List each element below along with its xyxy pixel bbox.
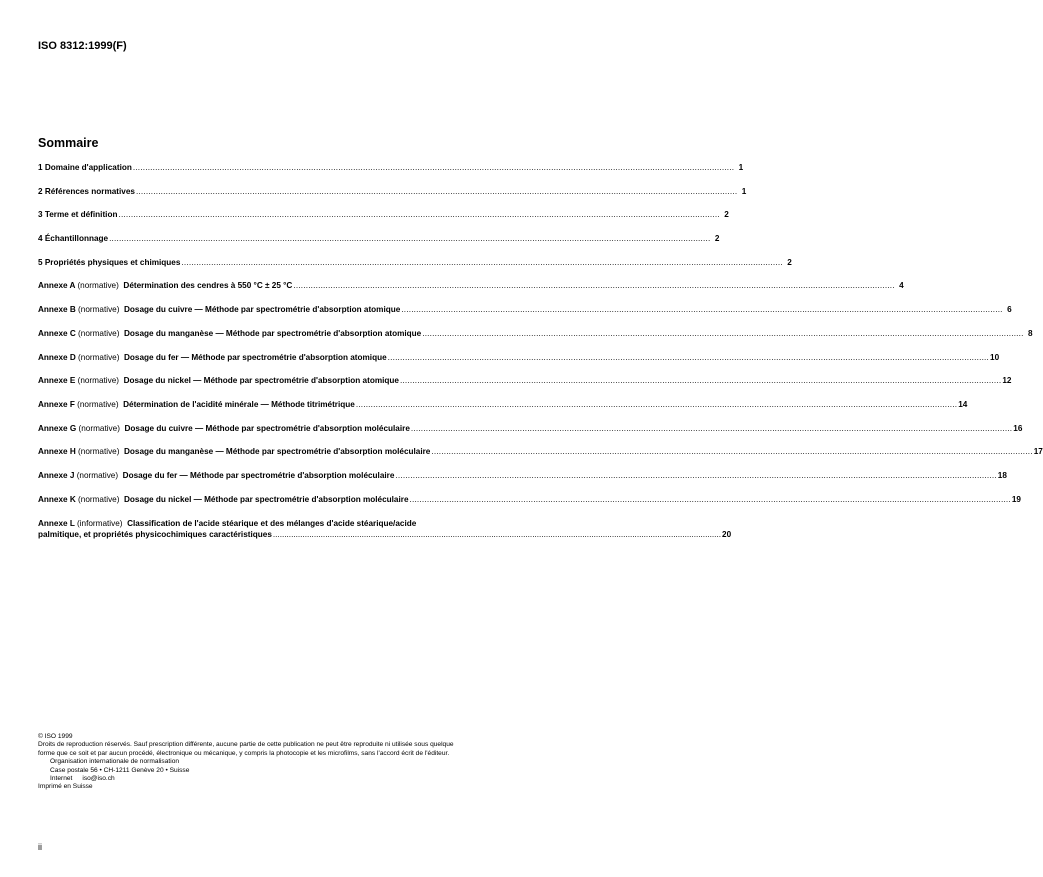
toc-annex-entry[interactable] — [38, 447, 1043, 457]
copyright-footer — [38, 733, 583, 792]
org-name: Organisation internationale de normalisation — [50, 758, 180, 766]
annex-id: Annexe L — [38, 519, 75, 529]
annex-id: Annexe C — [38, 328, 76, 338]
annex-title: Détermination des cendres à 550 °C ± 25 °C — [123, 281, 293, 291]
toc-entry-page: 20 — [722, 530, 732, 540]
annex-type: (normative) — [78, 328, 120, 338]
leader-dots — [181, 258, 782, 268]
toc-annex-label — [38, 471, 394, 481]
annex-title: Dosage du cuivre — Méthode par spectrométrie d'absorption atomique — [124, 305, 401, 315]
toc-entry-page: 14 — [958, 399, 968, 409]
leader-dots — [411, 424, 1012, 434]
annex-title: Dosage du nickel — Méthode par spectrométrie d'absorption atomique — [123, 376, 399, 386]
leader-dots — [431, 447, 1032, 457]
toc-entry-label: 2 Références normatives — [38, 186, 135, 196]
toc-entry-page: 2 — [714, 234, 720, 244]
toc-annex-entry[interactable] — [38, 399, 968, 410]
toc-entry[interactable] — [38, 234, 720, 244]
toc-annex-label — [38, 424, 410, 434]
toc-annex-entry[interactable] — [38, 423, 1023, 434]
toc-annex-entry[interactable] — [38, 376, 1012, 386]
toc-annex-entry[interactable] — [38, 494, 1021, 505]
leader-dots — [109, 234, 710, 244]
annex-title: Dosage du manganèse — Méthode par spectrométrie d'absorption moléculaire — [124, 447, 431, 457]
toc-entry-page: 4 — [899, 281, 904, 291]
toc-title: Sommaire — [38, 136, 99, 150]
toc-annex-label — [38, 376, 399, 386]
page-number: ii — [38, 842, 42, 852]
toc-annex-label — [38, 518, 570, 529]
leader-dots — [422, 329, 1023, 339]
rights-line-2: forme que ce soit et par aucun procédé, électronique ou mécanique, y compris la photocopie et les microfilms, sans l'accord écrit de l'éditeur. — [38, 749, 450, 757]
leader-dots — [401, 305, 1002, 315]
leader-dots — [395, 471, 996, 481]
annex-title: Dosage du cuivre — Méthode par spectrométrie d'absorption moléculaire — [124, 423, 410, 433]
toc-entry-page: 10 — [990, 352, 1000, 362]
annex-title-line2: palmitique, et propriétés physicochimiques caractéristiques — [38, 530, 272, 540]
leader-dots — [388, 353, 989, 363]
toc-entry-page: 16 — [1013, 423, 1023, 433]
toc-entry-page: 19 — [1011, 494, 1021, 504]
toc-annex-entry[interactable] — [38, 281, 904, 291]
document-id: ISO 8312:1999(F) — [38, 40, 127, 52]
rights-line-1: Droits de reproduction réservés. Sauf prescription différente, aucune partie de cette publication ne peut être reproduite ni utilisée sous quelque — [38, 741, 454, 749]
toc-entry[interactable] — [38, 163, 744, 173]
leader-dots — [118, 210, 719, 220]
toc-annex-label — [38, 329, 421, 339]
annex-type: (normative) — [78, 447, 120, 457]
leader-dots — [356, 400, 957, 410]
annex-id: Annexe K — [38, 494, 76, 504]
annex-type: (normative) — [76, 470, 119, 480]
printed-in: Imprimé en Suisse — [38, 783, 93, 791]
annex-id: Annexe G — [38, 423, 77, 433]
toc-entry-label: 3 Terme et définition — [38, 210, 118, 220]
annex-id: Annexe E — [38, 376, 76, 386]
annex-title-line2-row — [38, 529, 732, 540]
leader-dots — [400, 376, 1001, 386]
toc-entry-page: 2 — [787, 257, 792, 267]
annex-title: Dosage du fer — Méthode par spectrométrie d'absorption moléculaire — [122, 470, 395, 480]
toc-annex-label — [38, 353, 387, 363]
annex-id: Annexe D — [38, 352, 76, 362]
org-address: Case postale 56 • CH-1211 Genève 20 • Suisse — [50, 766, 190, 774]
toc-entry-page: 12 — [1002, 376, 1012, 386]
annex-type: (normative) — [78, 494, 120, 504]
toc-annex-entry[interactable] — [38, 470, 1007, 481]
toc-annex-label — [38, 400, 355, 410]
toc-entry-page: 6 — [1007, 305, 1012, 315]
toc-annex-label — [38, 447, 430, 457]
toc-annex-entry-multiline[interactable] — [38, 518, 732, 540]
annex-title: Détermination de l'acidité minérale — Méthode titrimétrique — [123, 399, 355, 409]
toc-entry-label: 4 Échantillonnage — [38, 234, 109, 244]
toc-entry-label: 5 Propriétés physiques et chimiques — [38, 257, 181, 267]
annex-title-line1: Classification de l'acide stéarique et des mélanges d'acide stéarique/acide — [127, 519, 417, 529]
annex-type: (normative) — [77, 376, 119, 386]
toc-annex-label — [38, 305, 400, 315]
toc-entry[interactable] — [38, 210, 729, 220]
toc-entry-page: 1 — [741, 186, 747, 196]
toc-entry[interactable] — [38, 186, 747, 197]
toc-entry[interactable] — [38, 257, 792, 268]
annex-type: (normative) — [78, 352, 120, 362]
annex-type: (normative) — [78, 423, 120, 433]
toc-entry-page: 1 — [738, 163, 744, 172]
annex-type: (normative) — [78, 305, 120, 315]
toc-annex-entry[interactable] — [38, 305, 1012, 315]
toc-entry-page: 2 — [724, 210, 729, 220]
annex-type: (normative) — [77, 281, 119, 291]
leader-dots — [136, 187, 737, 197]
toc-entry-page: 8 — [1028, 328, 1033, 338]
annex-id: Annexe J — [38, 470, 75, 480]
toc-annex-label — [38, 281, 292, 291]
annex-title: Dosage du manganèse — Méthode par spectrométrie d'absorption atomique — [124, 328, 422, 338]
annex-title: Dosage du fer — Méthode par spectrométrie d'absorption atomique — [124, 352, 387, 362]
toc-annex-entry[interactable] — [38, 352, 1000, 363]
toc-entry-page: 18 — [997, 470, 1007, 480]
copyright-line: © ISO 1999 — [38, 733, 73, 740]
internet-label: Internet — [50, 775, 73, 783]
toc-annex-label — [38, 495, 409, 505]
leader-dots: ..................................................................................................................................................................................................... — [272, 530, 722, 540]
annex-id: Annexe A — [38, 281, 76, 291]
toc-entry-label: 1 Domaine d'application — [38, 163, 132, 172]
table-of-contents — [38, 163, 1043, 540]
leader-dots — [293, 281, 894, 291]
annex-id: Annexe F — [38, 399, 75, 409]
leader-dots — [410, 495, 1011, 505]
annex-id: Annexe B — [38, 305, 76, 315]
annex-type: (informative) — [77, 519, 123, 529]
leader-dots — [133, 163, 734, 173]
annex-id: Annexe H — [38, 447, 76, 457]
annex-type: (normative) — [77, 399, 119, 409]
toc-entry-page: 17 — [1033, 447, 1043, 457]
toc-annex-entry[interactable] — [38, 328, 1033, 339]
internet-email[interactable]: iso@iso.ch — [82, 775, 115, 783]
internet-line — [38, 775, 583, 783]
annex-title: Dosage du nickel — Méthode par spectrométrie d'absorption moléculaire — [124, 494, 409, 504]
